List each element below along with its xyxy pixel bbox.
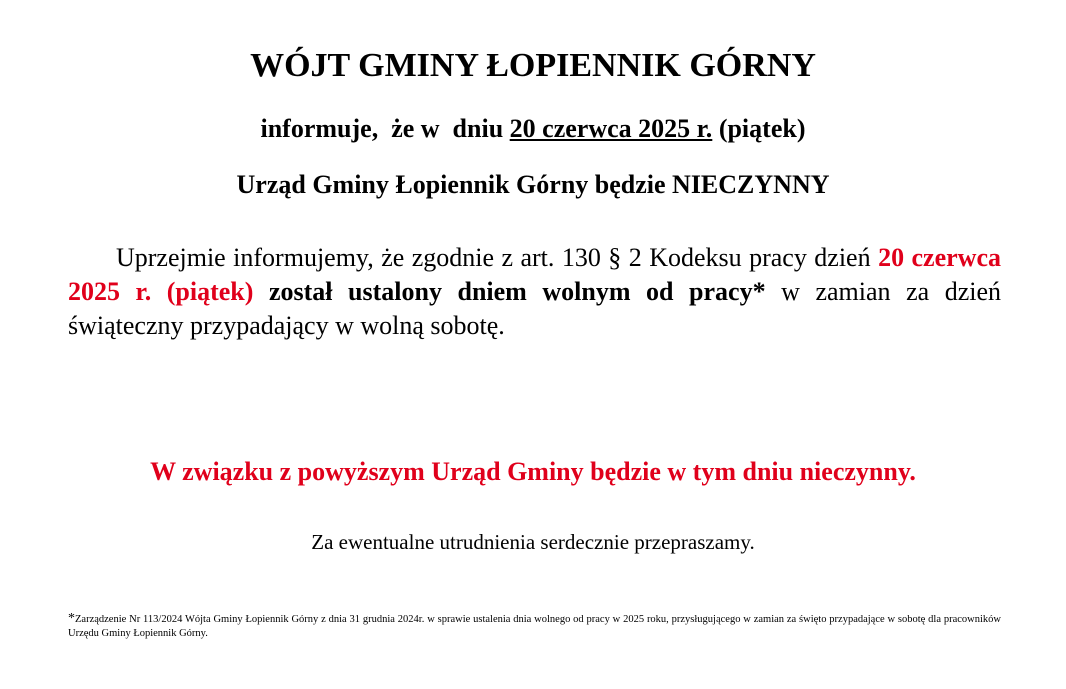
body-part1: Uprzejmie informujemy, że zgodnie z art. 130 § 2 Kodeksu pracy dzień xyxy=(116,243,879,272)
body-paragraph xyxy=(68,241,1001,343)
closure-notice: W związku z powyższym Urząd Gminy będzie w tym dniu nieczynny. xyxy=(150,457,916,486)
footnote-text: Zarządzenie Nr 113/2024 Wójta Gminy Łopiennik Górny z dnia 31 grudnia 2024r. w sprawie ustalenia dnia wolnego od pracy w 2025 roku, przysługującego w zamian za święto przypadające w sobotę dla pracowników Urzędu Gminy Łopiennik Górny. xyxy=(68,614,1001,639)
footnote-star: * xyxy=(68,611,75,626)
body-date-red: 20 czerwca 2025 r. (piątek) xyxy=(68,243,1001,306)
body-part3: w zamian za dzień świąteczny przypadający w wolną sobotę. xyxy=(68,277,1001,340)
closed-line: Urząd Gminy Łopiennik Górny będzie NIECZYNNY xyxy=(236,170,830,199)
page-title: WÓJT GMINY ŁOPIENNIK GÓRNY xyxy=(250,47,816,84)
footnote xyxy=(68,612,1001,641)
apology-text: Za ewentualne utrudnienia serdecznie przepraszamy. xyxy=(311,530,755,554)
info-line xyxy=(0,113,1066,145)
body-part2: został ustalony dniem wolnym od pracy* xyxy=(253,277,766,306)
info-date: 20 czerwca 2025 r. xyxy=(509,114,713,143)
info-suffix: (piątek) xyxy=(712,114,806,143)
info-prefix: informuje, że w dniu xyxy=(260,114,510,143)
